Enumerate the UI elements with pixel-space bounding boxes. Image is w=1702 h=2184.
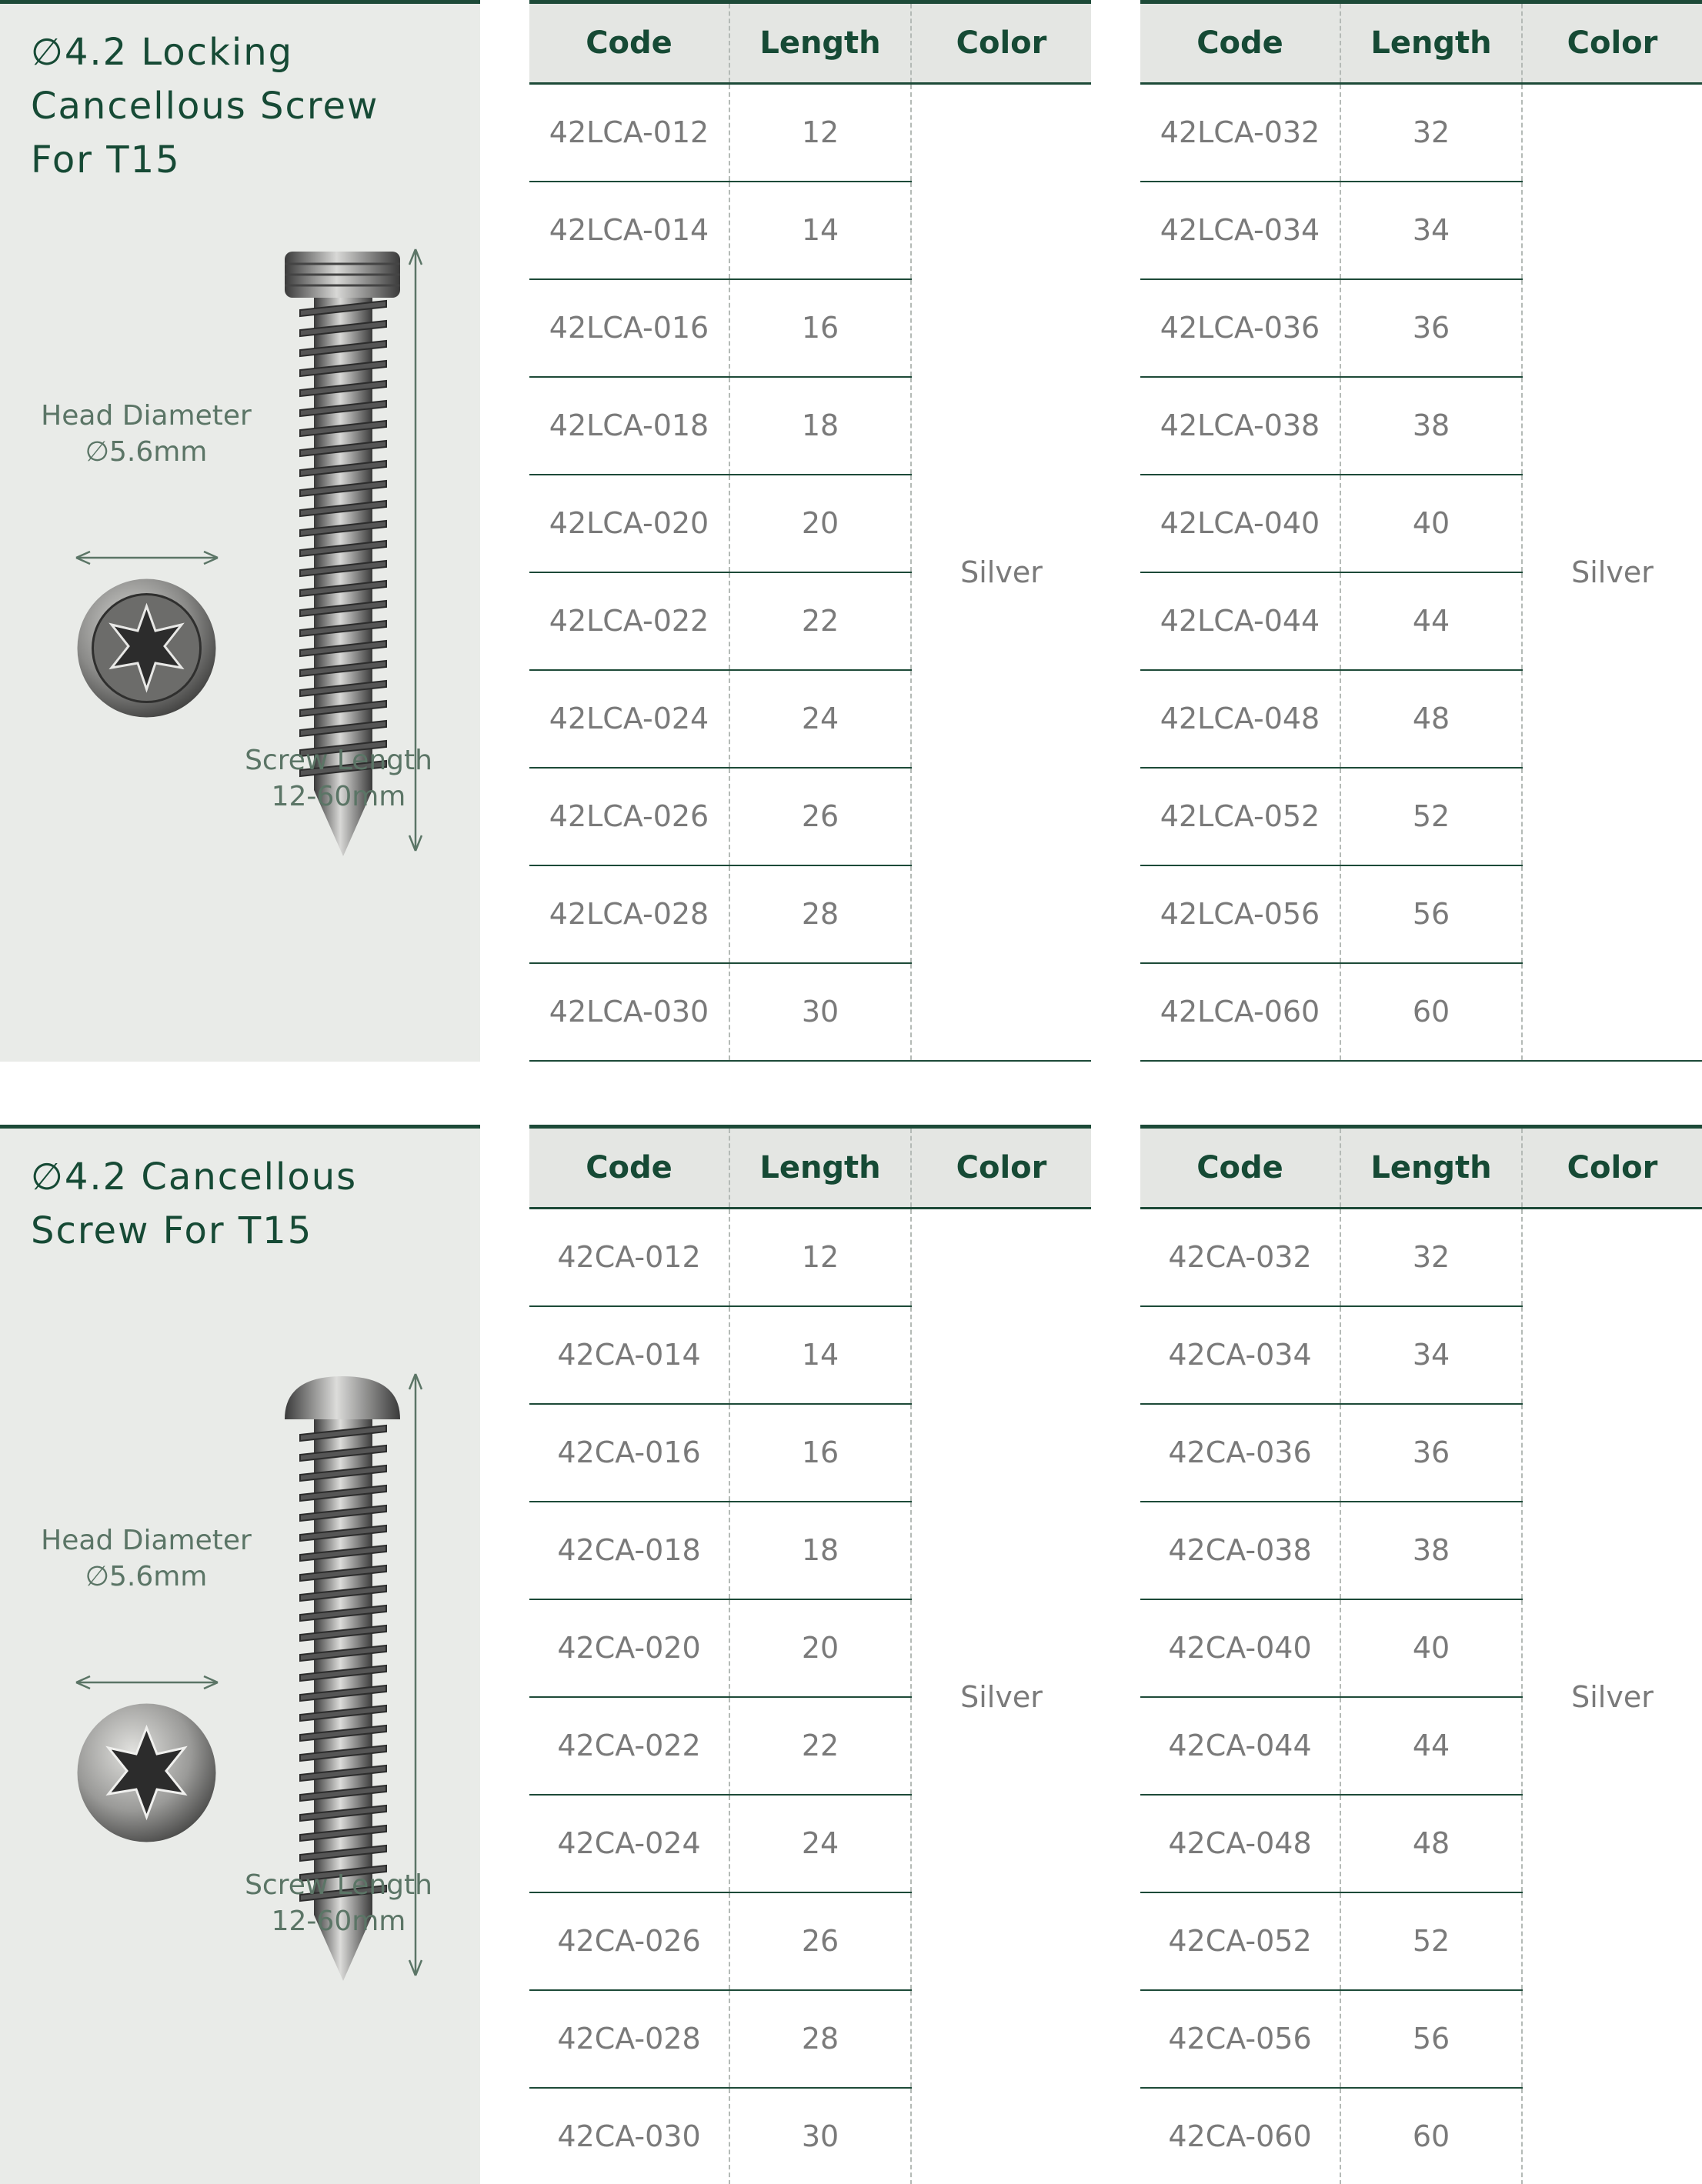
length-cell: 48 [1340, 1795, 1522, 1892]
code-cell: 42LCA-020 [529, 475, 729, 572]
head-diameter-caption: Head Diameter [41, 1525, 252, 1556]
length-cell: 32 [1340, 1209, 1522, 1306]
code-cell: 42LCA-016 [529, 279, 729, 377]
length-cell: 22 [729, 1697, 911, 1795]
length-header: Length [729, 2, 911, 84]
length-cell: 14 [729, 182, 911, 279]
code-header: Code [1140, 1127, 1340, 1209]
length-cell: 52 [1340, 768, 1522, 865]
length-cell: 20 [729, 475, 911, 572]
code-cell: 42LCA-022 [529, 572, 729, 670]
head-diameter-caption: Head Diameter [41, 400, 252, 432]
length-cell: 56 [1340, 865, 1522, 963]
length-cell: 60 [1340, 963, 1522, 1061]
code-cell: 42LCA-012 [529, 84, 729, 182]
screw-length-value: 12-60mm [271, 1906, 406, 1937]
code-cell: 42CA-024 [529, 1795, 729, 1892]
code-cell: 42LCA-018 [529, 377, 729, 475]
spec-table-right [1140, 1125, 1702, 2184]
length-header: Length [1340, 2, 1522, 84]
spec-table-left [529, 1125, 1091, 2184]
table-row [1140, 1209, 1702, 1306]
color-cell: Silver [1522, 1209, 1702, 2184]
length-cell: 28 [729, 1990, 911, 2088]
code-cell: 42LCA-026 [529, 768, 729, 865]
code-cell: 42CA-038 [1140, 1502, 1340, 1599]
code-cell: 42CA-056 [1140, 1990, 1340, 2088]
code-cell: 42CA-028 [529, 1990, 729, 2088]
length-cell: 60 [1340, 2088, 1522, 2184]
code-header: Code [529, 1127, 729, 1209]
length-header: Length [1340, 1127, 1522, 1209]
code-cell: 42LCA-014 [529, 182, 729, 279]
product-panel [0, 1125, 480, 2184]
length-cell: 24 [729, 670, 911, 768]
code-cell: 42LCA-024 [529, 670, 729, 768]
head-diameter-label [31, 1522, 262, 1595]
length-cell: 32 [1340, 84, 1522, 182]
code-cell: 42CA-044 [1140, 1697, 1340, 1795]
code-header: Code [529, 2, 729, 84]
code-cell: 42CA-040 [1140, 1599, 1340, 1697]
table-row [529, 1209, 1091, 1306]
code-cell: 42CA-036 [1140, 1404, 1340, 1502]
spec-table-right [1140, 0, 1702, 1062]
code-cell: 42LCA-056 [1140, 865, 1340, 963]
code-cell: 42LCA-044 [1140, 572, 1340, 670]
length-cell: 40 [1340, 475, 1522, 572]
product-title: ∅4.2 Locking Cancellous Screw For T15 [31, 31, 379, 182]
length-cell: 18 [729, 1502, 911, 1599]
code-cell: 42LCA-030 [529, 963, 729, 1061]
length-cell: 18 [729, 377, 911, 475]
cancellous-screw-section [0, 1125, 1702, 2184]
code-cell: 42LCA-040 [1140, 475, 1340, 572]
code-cell: 42CA-012 [529, 1209, 729, 1306]
code-cell: 42CA-018 [529, 1502, 729, 1599]
color-header: Color [1522, 2, 1702, 84]
color-cell: Silver [911, 1209, 1091, 2184]
code-cell: 42LCA-034 [1140, 182, 1340, 279]
code-cell: 42CA-022 [529, 1697, 729, 1795]
length-cell: 20 [729, 1599, 911, 1697]
length-header: Length [729, 1127, 911, 1209]
code-cell: 42CA-014 [529, 1306, 729, 1404]
color-header: Color [911, 1127, 1091, 1209]
length-cell: 28 [729, 865, 911, 963]
screw-head-top-view [75, 577, 218, 719]
length-cell: 40 [1340, 1599, 1522, 1697]
length-cell: 16 [729, 1404, 911, 1502]
code-cell: 42CA-030 [529, 2088, 729, 2184]
head-diameter-value: ∅5.6mm [85, 436, 208, 468]
length-cell: 22 [729, 572, 911, 670]
code-cell: 42LCA-052 [1140, 768, 1340, 865]
length-cell: 34 [1340, 1306, 1522, 1404]
code-cell: 42LCA-028 [529, 865, 729, 963]
length-cell: 26 [729, 768, 911, 865]
length-cell: 44 [1340, 572, 1522, 670]
code-cell: 42LCA-036 [1140, 279, 1340, 377]
length-cell: 44 [1340, 1697, 1522, 1795]
screw-length-caption: Screw Length [245, 745, 432, 776]
code-cell: 42CA-032 [1140, 1209, 1340, 1306]
length-cell: 12 [729, 84, 911, 182]
code-cell: 42CA-034 [1140, 1306, 1340, 1404]
length-cell: 36 [1340, 1404, 1522, 1502]
code-cell: 42LCA-048 [1140, 670, 1340, 768]
product-panel [0, 0, 480, 1062]
code-cell: 42CA-016 [529, 1404, 729, 1502]
double-arrow-icon [73, 1667, 221, 1698]
length-cell: 36 [1340, 279, 1522, 377]
color-header: Color [1522, 1127, 1702, 1209]
locking-screw-section [0, 0, 1702, 1062]
length-cell: 48 [1340, 670, 1522, 768]
length-cell: 30 [729, 963, 911, 1061]
code-cell: 42CA-026 [529, 1892, 729, 1990]
length-cell: 16 [729, 279, 911, 377]
screw-length-label [231, 1867, 446, 1939]
table-row [529, 84, 1091, 182]
head-diameter-label [31, 398, 262, 470]
code-header: Code [1140, 2, 1340, 84]
length-cell: 56 [1340, 1990, 1522, 2088]
code-cell: 42CA-060 [1140, 2088, 1340, 2184]
length-cell: 38 [1340, 377, 1522, 475]
screw-length-label [231, 742, 446, 815]
length-cell: 30 [729, 2088, 911, 2184]
length-cell: 52 [1340, 1892, 1522, 1990]
color-header: Color [911, 2, 1091, 84]
spec-table-left [529, 0, 1091, 1062]
length-cell: 12 [729, 1209, 911, 1306]
screw-length-caption: Screw Length [245, 1869, 432, 1901]
code-cell: 42LCA-032 [1140, 84, 1340, 182]
length-cell: 34 [1340, 182, 1522, 279]
code-cell: 42CA-048 [1140, 1795, 1340, 1892]
color-cell: Silver [1522, 84, 1702, 1061]
length-cell: 26 [729, 1892, 911, 1990]
code-cell: 42CA-020 [529, 1599, 729, 1697]
screw-length-value: 12-60mm [271, 781, 406, 812]
length-cell: 24 [729, 1795, 911, 1892]
color-cell: Silver [911, 84, 1091, 1061]
length-cell: 14 [729, 1306, 911, 1404]
code-cell: 42LCA-038 [1140, 377, 1340, 475]
screw-head-top-view [75, 1702, 218, 1844]
product-title: ∅4.2 Cancellous Screw For T15 [31, 1155, 358, 1252]
table-row [1140, 84, 1702, 182]
code-cell: 42LCA-060 [1140, 963, 1340, 1061]
double-arrow-icon [73, 542, 221, 573]
code-cell: 42CA-052 [1140, 1892, 1340, 1990]
head-diameter-value: ∅5.6mm [85, 1561, 208, 1592]
length-cell: 38 [1340, 1502, 1522, 1599]
